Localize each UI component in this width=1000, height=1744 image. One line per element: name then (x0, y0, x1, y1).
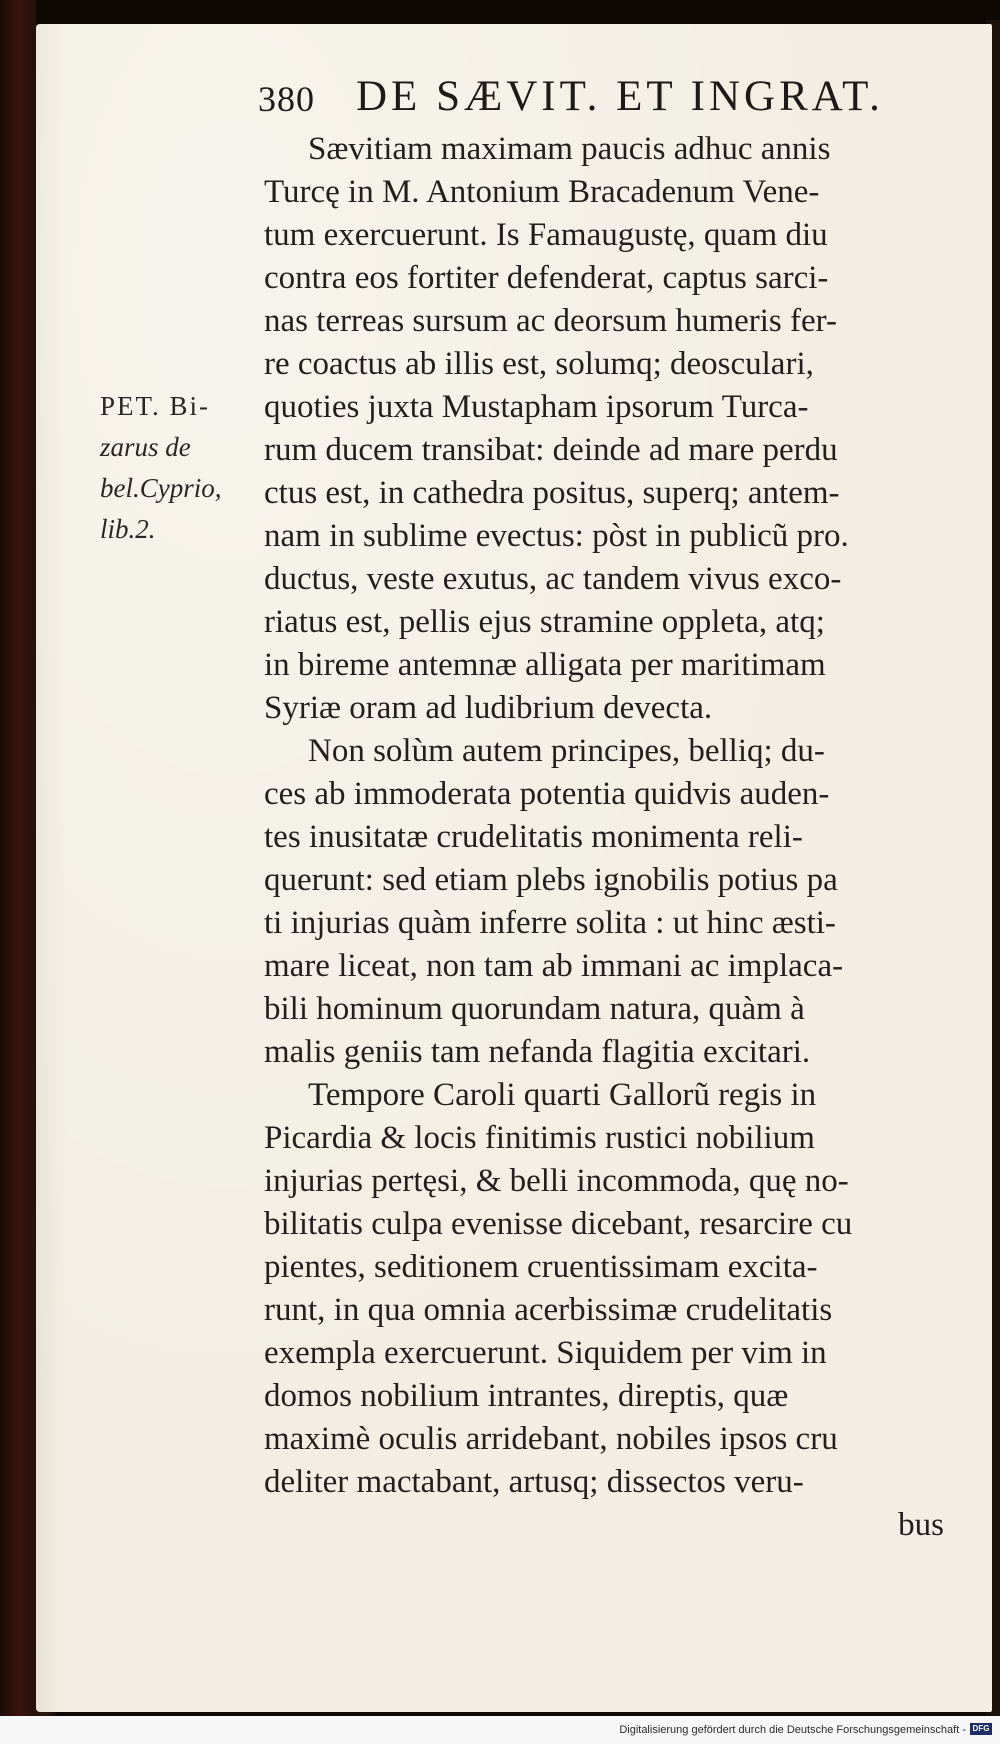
margin-note (100, 386, 260, 550)
digitization-credit: Digitalisierung gefördert durch die Deutsche Forschungsgemeinschaft - (619, 1724, 966, 1736)
text-line: Turcę in M. Antonium Bracadenum Vene- (264, 174, 820, 210)
text-line: Tempore Caroli quarti Gallorũ regis in (308, 1077, 817, 1113)
page-number: 380 (258, 79, 315, 119)
text-line: runt, in qua omnia acerbissimæ crudelitatis (264, 1292, 833, 1328)
margin-note-line: bel.Cyprio, (100, 473, 222, 503)
text-line: exempla exercuerunt. Siquidem per vim in (264, 1335, 827, 1371)
page-header (258, 72, 958, 124)
text-line: re coactus ab illis est, solumq; deosculari, (264, 346, 814, 382)
body-text (264, 128, 980, 1547)
text-line: mare liceat, non tam ab immani ac implaca- (264, 948, 844, 984)
text-line: maximè oculis arridebant, nobiles ipsos cru (264, 1421, 838, 1457)
dfg-logo-icon: DFG (970, 1723, 992, 1735)
text-line: in bireme antemnæ alligata per maritimam (264, 647, 826, 683)
text-line: Sævitiam maximam paucis adhuc annis (308, 131, 831, 167)
text-line: riatus est, pellis ejus stramine oppleta, atq; (264, 604, 825, 640)
text-line: bilitatis culpa evenisse dicebant, resarcire cu (264, 1206, 853, 1242)
text-line: injurias pertęsi, & belli incommoda, quę no- (264, 1163, 849, 1199)
margin-note-line: zarus de (100, 432, 191, 462)
running-head: DE SÆVIT. ET INGRAT. (356, 73, 884, 120)
margin-note-line: lib.2. (100, 514, 156, 544)
text-line: bili hominum quorundam natura, quàm à (264, 991, 805, 1027)
text-line: ductus, veste exutus, ac tandem vivus exco- (264, 561, 842, 597)
text-line: ti injurias quàm inferre solita : ut hinc æsti- (264, 905, 836, 941)
text-line: pientes, seditionem cruentissimam excita- (264, 1249, 818, 1285)
text-line: malis geniis tam nefanda flagitia excitari. (264, 1034, 811, 1070)
text-line: contra eos fortiter defenderat, captus sarci- (264, 260, 829, 296)
text-line: rum ducem transibat: deinde ad mare perdu (264, 432, 838, 468)
text-line: querunt: sed etiam plebs ignobilis potius pa (264, 862, 838, 898)
text-line: Non solùm autem principes, belliq; du- (308, 733, 825, 769)
text-line: ces ab immoderata potentia quidvis auden- (264, 776, 830, 812)
top-shade (36, 0, 1000, 24)
text-line: quoties juxta Mustapham ipsorum Turca- (264, 389, 809, 425)
text-line: Syriæ oram ad ludibrium devecta. (264, 690, 713, 726)
text-line: tes inusitatæ crudelitatis monimenta reli- (264, 819, 803, 855)
margin-note-line: PET. Bi- (100, 391, 210, 421)
text-line: nas terreas sursum ac deorsum humeris fer- (264, 303, 837, 339)
catchword: bus (898, 1507, 944, 1543)
text-line: tum exercuerunt. Is Famaugustę, quam diu (264, 217, 828, 253)
text-line: nam in sublime evectus: pòst in publicũ pro. (264, 518, 849, 554)
text-line: Picardia & locis finitimis rustici nobilium (264, 1120, 815, 1156)
text-line: ctus est, in cathedra positus, superq; antem- (264, 475, 840, 511)
text-line: domos nobilium intrantes, direptis, quæ (264, 1378, 789, 1414)
text-line: deliter mactabant, artusq; dissectos veru- (264, 1464, 804, 1500)
